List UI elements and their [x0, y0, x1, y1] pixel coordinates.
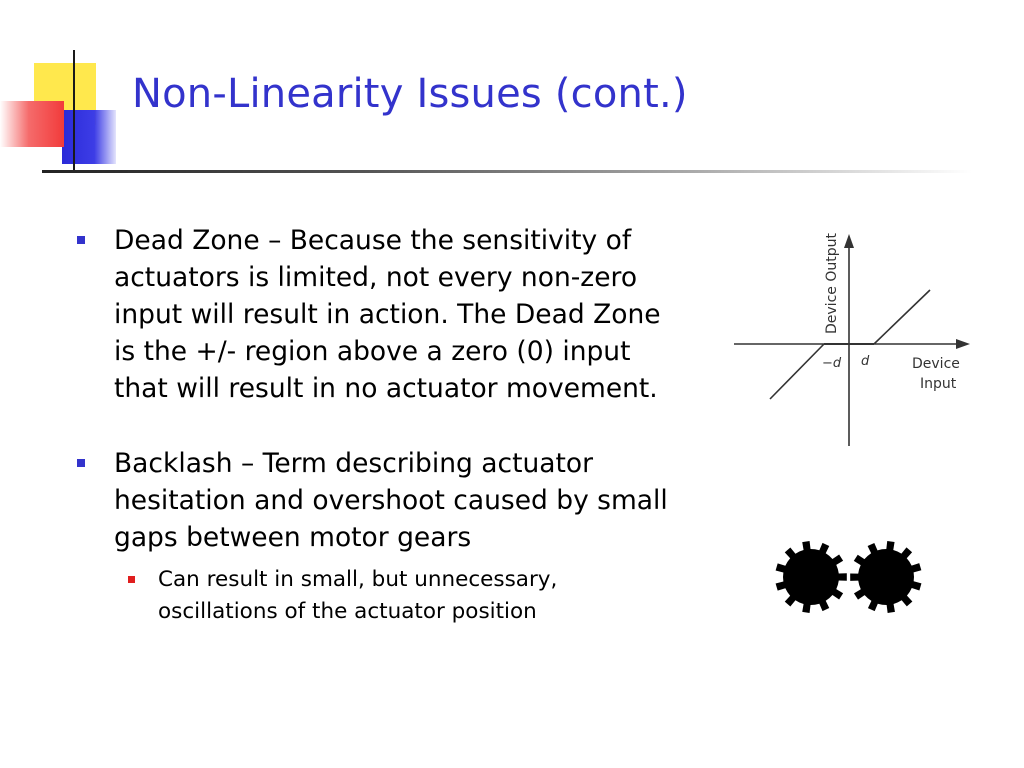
sub-bullet-oscillation-text: Can result in small, but unnecessary, oscillations of the actuator position: [158, 567, 558, 624]
sub-bullet-marker: [128, 576, 135, 583]
graph-negative-slope: [770, 344, 824, 399]
bullet-dead-zone: [74, 222, 679, 407]
gear-body: [850, 541, 921, 613]
graph-positive-slope: [874, 290, 930, 344]
graph-neg-d-label: −d: [822, 356, 842, 371]
bullet-backlash: [74, 445, 679, 628]
title-underline: [42, 170, 972, 173]
graph-pos-d-label: d: [861, 354, 870, 369]
dead-zone-graph-icon: [732, 218, 992, 458]
gears-icon: [772, 532, 932, 622]
decor-red-bar: [0, 101, 64, 147]
bullet-marker: [77, 459, 85, 467]
graph-x-arrow-icon: [956, 339, 970, 349]
bullet-list: [74, 222, 679, 628]
gear-left-icon: [776, 541, 847, 613]
gear-right-icon: [850, 541, 921, 613]
sub-bullet-oscillation: [114, 564, 679, 628]
decor-vertical-line: [73, 50, 75, 170]
bullet-dead-zone-text: Dead Zone – Because the sensitivity of actuators is limited, not every non-zero input will result in action. The Dead Zone is the +/- region above a zero (0) input that will result in no actuator movement.: [114, 225, 661, 404]
graph-y-label: Device Output: [824, 233, 840, 334]
bullet-marker: [77, 236, 85, 244]
bullet-backlash-text: Backlash – Term describing actuator hesitation and overshoot caused by small gaps between motor gears: [114, 448, 668, 553]
slide-title: Non-Linearity Issues (cont.): [132, 71, 688, 117]
graph-x-label-line1: Device: [912, 356, 960, 372]
graph-y-arrow-icon: [844, 234, 854, 248]
gear-body: [776, 541, 847, 613]
graph-x-label-line2: Input: [920, 376, 957, 392]
decor-blue-square: [62, 110, 116, 164]
